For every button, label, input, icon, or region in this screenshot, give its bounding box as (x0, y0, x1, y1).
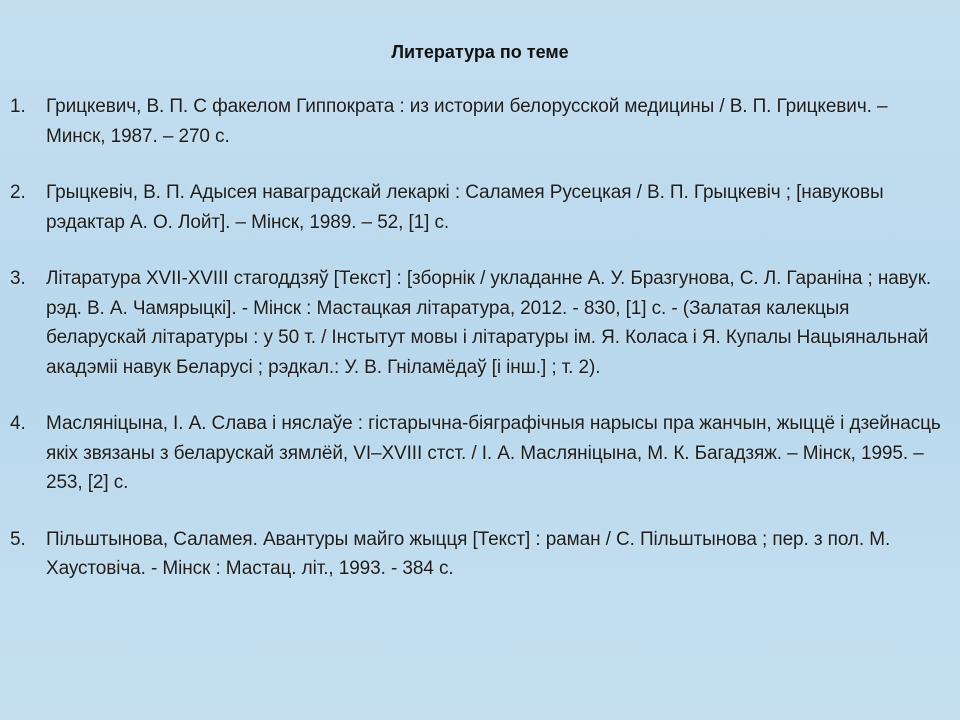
item-number: 3. (10, 268, 26, 289)
list-item (10, 92, 945, 151)
item-text: Грицкевич, В. П. С факелом Гиппократа : из истории белорусской медицины / В. П. Грицкевич. – Минск, 1987. – 270 с. (46, 96, 888, 147)
item-number: 1. (10, 96, 26, 117)
item-number: 4. (10, 413, 26, 434)
bibliography-list (10, 92, 945, 611)
item-number: 5. (10, 528, 26, 550)
item-number: 2. (10, 182, 26, 203)
item-text: Пільштынова, Саламея. Авантуры майго жыцця [Текст] : раман / С. Пільштынова ; пер. з пол. М. Хаустовіча. - Мінск : Мастац. літ., 1993. - 384 с. (46, 528, 891, 579)
list-item (10, 409, 945, 498)
item-text: Масляніцына, І. А. Слава і няслаўе : гістарычна-біяграфічныя нарысы пра жанчын, жыццё і дзейнасць якіх звязаны з беларускай зямлёй, VI–XVIII стст. / І. А. Масляніцына, М. К. Багадзяж. – Мінск, 1995. – 253, [2] с. (46, 413, 941, 493)
page-title: Литература по теме (391, 42, 569, 62)
list-item (10, 525, 945, 584)
item-text: Грыцкевіч, В. П. Адысея наваградскай лекаркі : Саламея Русецкая / В. П. Грыцкевіч ; [навуковы рэдактар А. О. Лойт]. – Мінск, 1989. – 52, [1] с. (46, 182, 884, 233)
list-item (10, 178, 945, 237)
item-text: Літаратура XVII-XVIII стагоддзяў [Текст] : [зборнік / укладанне А. У. Бразгунова, С. Л. Гараніна ; навук. рэд. В. А. Чамярыцкі]. - Мінск : Мастацкая літаратура, 2012. - 830, [1] с. - (Залатая калекцыя беларускай літаратуры : у 50 т. / Інстытут мовы і літаратуры ім. Я. Коласа і Я. Купалы Нацыянальнай акадэміі навук Беларусі ; рэдкал.: У. В. Гніламёдаў [і інш.] ; т. 2). (46, 268, 932, 378)
list-item (10, 264, 945, 382)
